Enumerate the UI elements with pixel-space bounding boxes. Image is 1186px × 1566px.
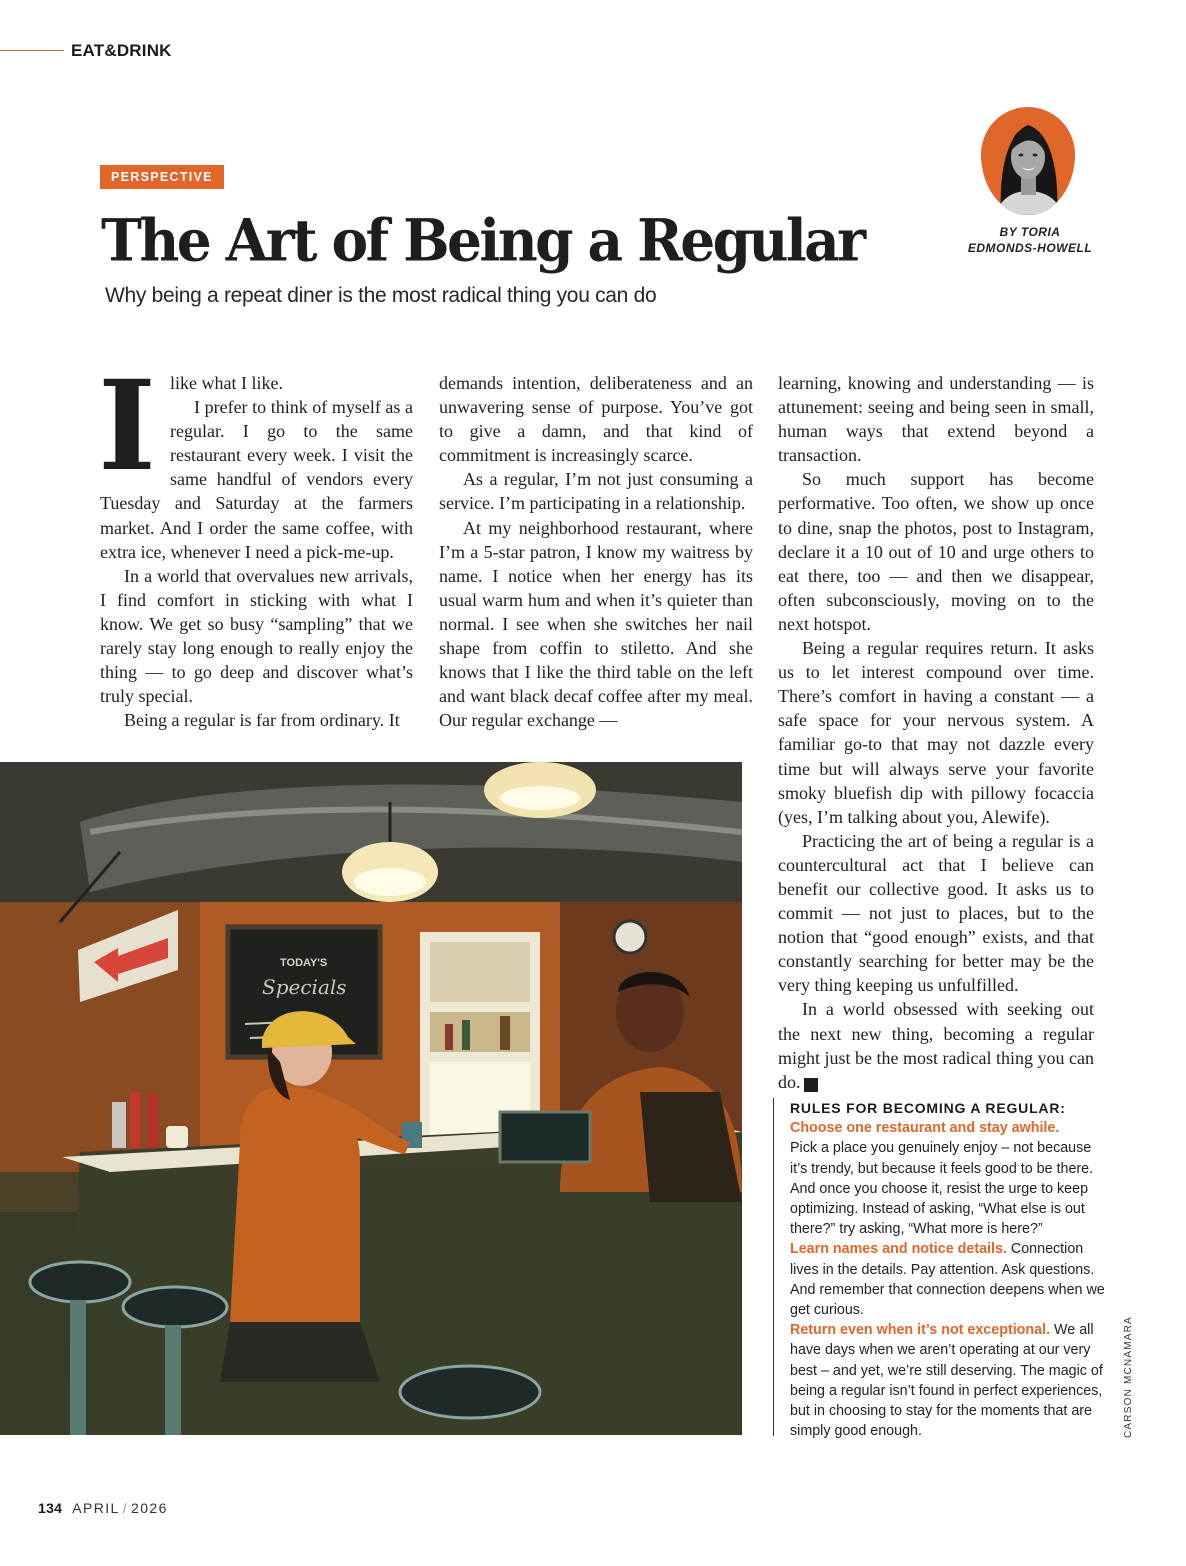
rule-head: Learn names and notice details. — [790, 1241, 1007, 1258]
board-text-2: Specials — [262, 975, 347, 999]
illustration-credit: CARSON MCNAMARA — [1123, 1316, 1134, 1438]
board-text-1: TODAY'S — [280, 957, 328, 969]
byline-line-1: BY TORIA — [999, 225, 1061, 239]
paragraph: demands intention, deliberateness and an unwavering sense of purpose. You’ve got to give a damn, and that kind of commitment is increasingly scarce. — [439, 373, 753, 466]
paragraph: Being a regular is far from ordinary. It — [124, 710, 400, 731]
section-rule — [0, 50, 64, 51]
section-label: EAT&DRINK — [71, 41, 172, 60]
sidebar-title: RULES FOR BECOMING A REGULAR: — [790, 1100, 1066, 1116]
article-dek: Why being a repeat diner is the most radical thing you can do — [105, 284, 657, 307]
paragraph: Practicing the art of being a regular is a countercultural act that I believe can benefit our collective good. It asks us to commit — not just to places, but to the notion that “good enough” exists, and that constantly searching for better may be the very thing keeping us unfulfilled. — [778, 830, 1094, 996]
rule-item — [790, 1239, 1108, 1320]
body-column-1 — [98, 354, 413, 732]
final-text: In a world obsessed with seeking out the next new thing, becoming a regular might just be the most radical thing you can do. — [778, 999, 1094, 1092]
category-tag: PERSPECTIVE — [100, 165, 224, 189]
article-title: The Art of Being a Regular — [101, 205, 864, 275]
paragraph: At my neighborhood restaurant, where I’m a 5-star patron, I know my waitress by name. I notice when her energy has its usual warm hum and when it’s quieter than normal. I see when she switches her nail shape from coffin to stiletto. And she knows that I like the third table on the left and want black decaf coffee after my meal. Our regular exchange — — [439, 517, 753, 731]
rule-head: Choose one restaurant and stay awhile. — [790, 1120, 1060, 1137]
rule-head: Return even when it’s not exceptional. — [790, 1322, 1051, 1339]
body-column-3 — [778, 371, 1094, 1094]
paragraph: I prefer to think of myself as a regular. I go to the same restaurant every week. I visit the same handful of vendors every Tuesday and Saturday at the farmers market. And I order the same coffee, with extra ice, whenever I need a pick-me-up. — [100, 397, 413, 562]
footer-slash: / — [122, 1500, 129, 1516]
byline-line-2: EDMONDS-HOWELL — [967, 241, 1093, 255]
drop-cap: I — [98, 354, 157, 499]
paragraph: In a world that overvalues new arrivals, I find comfort in sticking with what I know. We get so busy “sampling” that we rarely stay long enough to really enjoy the thing — to go deep and discover what’s truly special. — [100, 565, 413, 707]
paragraph: Being a regular requires return. It asks us to let interest compound over time. There’s comfort in having a constant — a safe space for your nervous system. A familiar go-to that may not dazzle every time but will always serve your favorite smoky bluefish dip with pillowy focaccia (yes, I’m talking about you, Alewife). — [778, 638, 1094, 827]
page-number: 134 — [38, 1500, 63, 1516]
body-column-2 — [439, 371, 753, 732]
paragraph: learning, knowing and understanding — is attunement: seeing and being seen in small, human ways that extend beyond a transaction. — [778, 373, 1094, 466]
author-photo — [981, 107, 1075, 215]
page-footer — [38, 1500, 168, 1516]
paragraph: As a regular, I’m not just consuming a service. I’m participating in a relationship. — [439, 469, 753, 514]
paragraph: So much support has become performative. Too often, we show up once to dine, snap the photos, post to Instagram, declare it a 10 out of 10 and urge others to eat there, too — and then we disappear, often subconsciously, moving on to the next hotspot. — [778, 469, 1094, 634]
end-mark-icon: R — [804, 1078, 818, 1092]
paragraph: like what I like. — [170, 373, 283, 393]
diner-illustration — [0, 762, 742, 1435]
issue-year: 2026 — [131, 1500, 168, 1516]
rule-body: Pick a place you genuinely enjoy – not because it’s trendy, but because it feels good to be there. And once you choose it, resist the urge to keep optimizing. Instead of asking, “What else is out there?” try asking, “What more is here?” — [790, 1140, 1094, 1238]
byline — [960, 224, 1100, 256]
issue-month: APRIL — [72, 1500, 120, 1516]
rule-body: Connection lives in the details. Pay attention. Ask questions. And remember that connection deepens when we get curious. — [790, 1241, 1105, 1319]
rules-sidebar — [773, 1098, 1108, 1440]
paragraph-final — [778, 997, 1094, 1093]
rule-item — [790, 1118, 1108, 1239]
rule-item — [790, 1320, 1108, 1441]
rule-body: We all have days when we aren’t operating at our very best – and yet, we’re still deserving. The magic of being a regular isn’t found in perfect experiences, but in choosing to stay for the moments that are simply good enough. — [790, 1322, 1103, 1440]
